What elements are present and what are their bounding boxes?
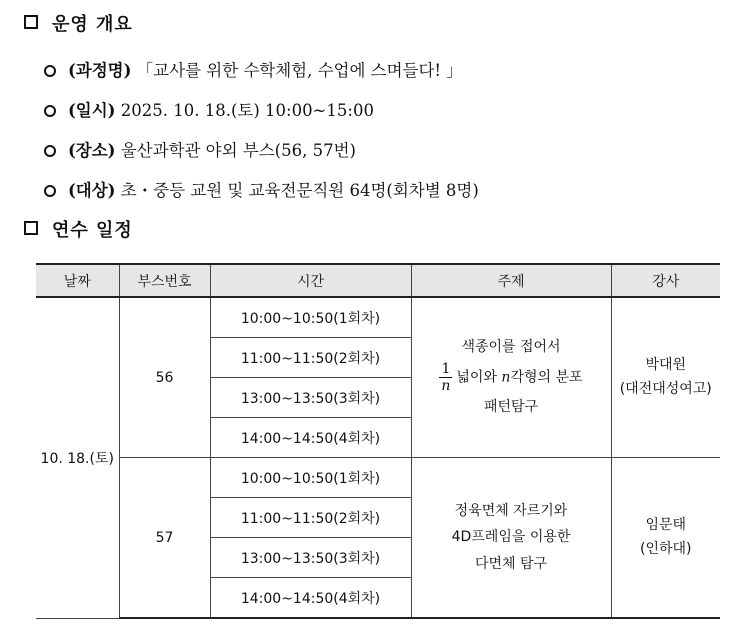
topic-line (412, 361, 611, 394)
circle-bullet-icon (44, 65, 56, 77)
time-cell: 10:00~10:50(1회차) (210, 297, 411, 338)
time-cell: 11:00~11:50(2회차) (210, 498, 411, 538)
overview-item-date (44, 97, 374, 121)
topic-text: 각형의 분포 (510, 369, 583, 386)
overview-item-target (44, 177, 479, 201)
instructor-affiliation: (대전대성여고) (619, 380, 712, 397)
table-row (36, 458, 720, 498)
header-instructor: 강사 (611, 264, 720, 297)
overview-item-course (44, 57, 463, 81)
overview-value: 2025. 10. 18.(토) 10:00~15:00 (115, 101, 374, 120)
topic-cell (411, 458, 611, 619)
booth-number-cell: 57 (119, 458, 210, 619)
fraction-denominator: n (441, 378, 451, 394)
instructor-affiliation: (인하대) (640, 540, 692, 557)
time-cell: 11:00~11:50(2회차) (210, 338, 411, 378)
square-bullet-icon (24, 15, 38, 29)
overview-value: 초・중등 교원 및 교육전문직원 64명(회차별 8명) (115, 181, 479, 200)
circle-bullet-icon (44, 105, 56, 117)
section-title: 운영 개요 (52, 14, 133, 35)
instructor-cell (611, 458, 720, 619)
overview-value: 울산과학관 야외 부스(56, 57번) (115, 141, 356, 160)
topic-cell (411, 297, 611, 458)
square-bullet-icon (24, 221, 38, 235)
instructor-name: 임문태 (645, 516, 687, 533)
overview-item-place (44, 137, 356, 161)
table-header-row (36, 264, 720, 297)
time-cell: 10:00~10:50(1회차) (210, 458, 411, 498)
time-cell: 14:00~14:50(4회차) (210, 418, 411, 458)
topic-line: 4D프레임을 이용한 (451, 529, 571, 546)
header-date: 날짜 (36, 264, 119, 297)
topic-text: 넓이와 (456, 369, 502, 386)
topic-line: 색종이를 접어서 (461, 339, 561, 356)
overview-label: (대상) (68, 181, 116, 200)
topic-line: 정육면체 자르기와 (454, 502, 568, 519)
overview-label: (장소) (68, 141, 116, 160)
section-title: 연수 일정 (52, 220, 133, 241)
circle-bullet-icon (44, 185, 56, 197)
instructor-cell (611, 297, 720, 458)
section-heading-schedule (24, 216, 133, 242)
time-cell: 13:00~13:50(3회차) (210, 378, 411, 418)
topic-variable: n (501, 369, 511, 386)
overview-value: 「교사를 위한 수학체험, 수업에 스며들다! 」 (131, 61, 463, 80)
circle-bullet-icon (44, 145, 56, 157)
overview-label: (과정명) (68, 61, 132, 80)
time-cell: 14:00~14:50(4회차) (210, 578, 411, 619)
section-heading-overview (24, 10, 133, 36)
header-topic: 주제 (411, 264, 611, 297)
topic-line: 패턴탐구 (483, 399, 539, 416)
table-row (36, 297, 720, 338)
fraction-numerator: 1 (441, 360, 451, 377)
booth-number-cell: 56 (119, 297, 210, 458)
date-cell: 10. 18.(토) (36, 297, 119, 618)
topic-line: 다면체 탐구 (474, 555, 548, 572)
header-time: 시간 (210, 264, 411, 297)
schedule-table (36, 263, 720, 619)
time-cell: 13:00~13:50(3회차) (210, 538, 411, 578)
fraction (439, 361, 452, 394)
overview-label: (일시) (68, 101, 116, 120)
header-booth: 부스번호 (119, 264, 210, 297)
instructor-name: 박대원 (645, 356, 687, 373)
